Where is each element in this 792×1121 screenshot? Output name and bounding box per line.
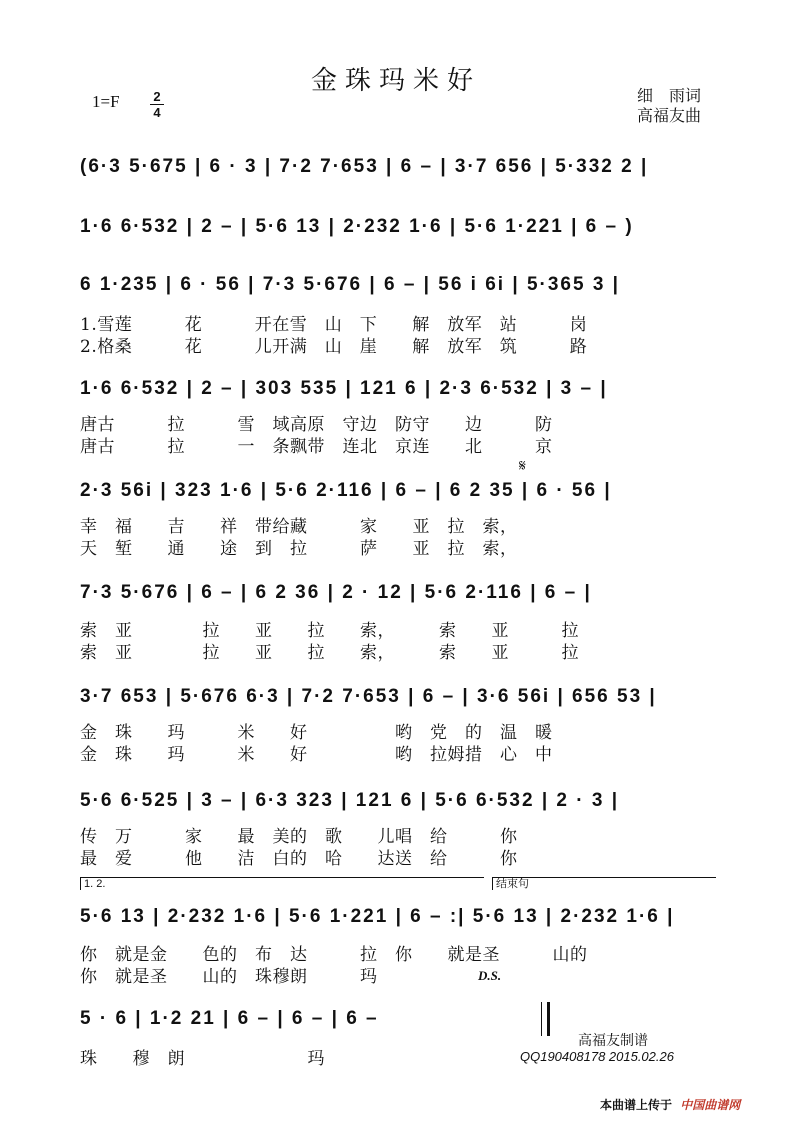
score-notes: 1·6 6·532 | 2 – | 303 535 | 121 6 | 2·3 6·532 | 3 – | [80, 378, 608, 399]
score-line-1 [80, 150, 716, 184]
score-line-9 [80, 900, 716, 934]
score-line-6 [80, 576, 716, 610]
upload-footer [600, 1096, 740, 1113]
time-signature [150, 90, 164, 119]
score-line-7 [80, 680, 716, 714]
score-line-2 [80, 210, 716, 244]
score-notes: 7·3 5·676 | 6 – | 6 2 36 | 2 · 12 | 5·6 2·116 | 6 – | [80, 582, 592, 603]
lyric-7-v1: 金 珠 玛 米 好 哟 党 的 温 暖 [80, 723, 553, 743]
lyric-4-v1: 唐古 拉 雪 域高原 守边 防守 边 防 [80, 415, 553, 435]
meter-bottom: 4 [153, 105, 161, 120]
lyricist: 细 雨词 [637, 86, 702, 105]
segno-mark: 𝄋 [519, 456, 526, 475]
lyric-7-v2: 金 珠 玛 米 好 哟 拉姆措 心 中 [80, 745, 553, 765]
lyric-4-v2: 唐古 拉 一 条飘带 连北 京连 北 京 [80, 437, 553, 457]
ds-mark: D.S. [478, 968, 502, 983]
score-notes: 5·6 13 | 2·232 1·6 | 5·6 1·221 | 6 – :| 5·6 13 | 2·232 1·6 | [80, 906, 675, 927]
score-line-8 [80, 784, 716, 818]
upload-text: 本曲谱上传于 [600, 1098, 673, 1112]
maker-credit: 高福友制谱 [578, 1033, 648, 1049]
score-line-4 [80, 372, 716, 406]
meter-top: 2 [153, 89, 161, 104]
score-notes: 2·3 56i | 323 1·6 | 5·6 2·116 | 6 – | 6 2 35 | 6 · 56 | [80, 480, 612, 501]
credits [637, 86, 701, 126]
lyric-8-v1: 传 万 家 最 美的 歌 儿唱 给 你 [80, 827, 518, 847]
score-notes: 1·6 6·532 | 2 – | 5·6 13 | 2·232 1·6 | 5·6 1·221 | 6 – ) [80, 216, 634, 237]
lyric-8-v2: 最 爱 他 洁 白的 哈 达送 给 你 [80, 849, 518, 869]
score-notes: (6·3 5·675 | 6 · 3 | 7·2 7·653 | 6 – | 3·7 656 | 5·332 2 | [80, 156, 649, 177]
lyric-6-v2: 索 亚 拉 亚 拉 索， 索 亚 拉 [80, 643, 579, 663]
score-line-3 [80, 268, 716, 302]
lyric-5-v1: 幸 福 吉 祥 带给藏 家 亚 拉 索， [80, 517, 518, 537]
lyric-6-v1: 索 亚 拉 亚 拉 索， 索 亚 拉 [80, 621, 579, 641]
lyric-3-v1: 1.雪莲 花 开在雪 山 下 解 放军 站 岗 [80, 315, 588, 335]
lyric-5-v2: 天 堑 通 途 到 拉 萨 亚 拉 索， [80, 539, 518, 559]
volta-2: 结束句 [492, 877, 716, 890]
composer: 高福友曲 [637, 106, 702, 125]
score-line-10 [80, 1002, 540, 1036]
volta-1: 1. 2. [80, 877, 484, 890]
lyric-9-v1: 你 就是金 色的 布 达 拉 你 就是圣 山的 [80, 945, 588, 965]
score-line-5 [80, 474, 716, 508]
key-signature: 1=F [92, 92, 120, 111]
site-logo[interactable]: 中国曲谱网 [680, 1098, 741, 1112]
score-notes: 3·7 653 | 5·676 6·3 | 7·2 7·653 | 6 – | 3·6 56i | 656 53 | [80, 686, 657, 707]
score-notes: 6 1·235 | 6 · 56 | 7·3 5·676 | 6 – | 56 i 6i | 5·365 3 | [80, 274, 620, 295]
lyric-3-v2: 2.格桑 花 儿开满 山 崖 解 放军 筑 路 [80, 337, 588, 357]
song-title: 金珠玛米好 [310, 66, 481, 96]
score-notes: 5·6 6·525 | 3 – | 6·3 323 | 121 6 | 5·6 6·532 | 2 · 3 | [80, 790, 620, 811]
qq-date: QQ190408178 2015.02.26 [520, 1049, 674, 1064]
lyric-9-v2: 你 就是圣 山的 珠穆朗 玛 [80, 967, 378, 987]
final-barline [541, 1002, 550, 1036]
score-notes: 5 · 6 | 1·2 21 | 6 – | 6 – | 6 – [80, 1008, 379, 1029]
lyric-10-v1: 珠 穆 朗 玛 [80, 1049, 325, 1069]
